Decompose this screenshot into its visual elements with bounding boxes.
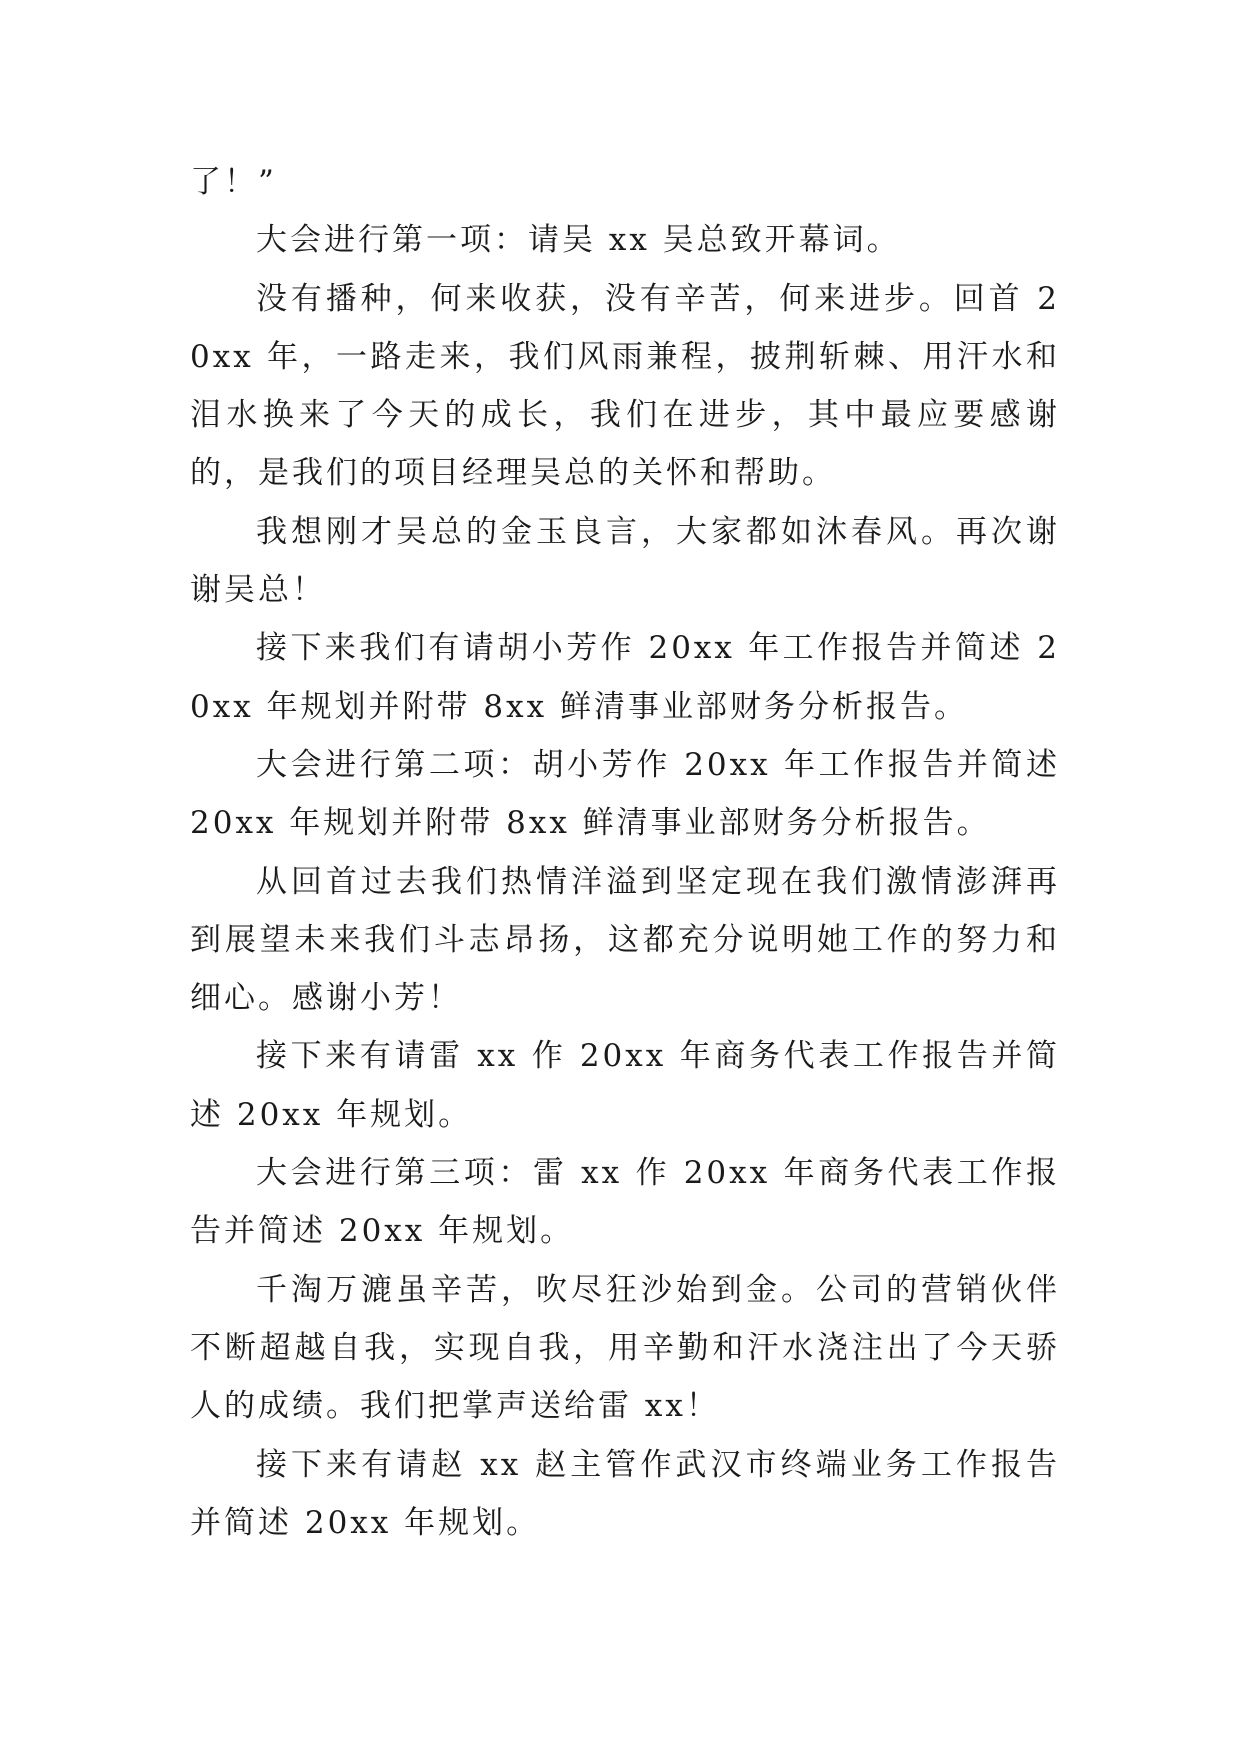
- paragraph-5: 接下来我们有请胡小芳作 20xx 年工作报告并简述 20xx 年规划并附带 8xx 鲜清事业部财务分析报告。: [190, 630, 1060, 725]
- paragraph-11: 接下来有请赵 xx 赵主管作武汉市终端业务工作报告并简述 20xx 年规划。: [190, 1446, 1060, 1541]
- paragraph-4: 我想刚才吴总的金玉良言，大家都如沐春风。再次谢谢吴总！: [190, 513, 1060, 609]
- paragraph-3: 没有播种，何来收获，没有辛苦，何来进步。回首 20xx 年，一路走来，我们风雨兼程，披荆斩棘、用汗水和泪水换来了今天的成长，我们在进步，其中最应要感谢的，是我们的项目经理吴总的关怀和帮助。: [190, 280, 1060, 492]
- paragraph-7: 从回首过去我们热情洋溢到坚定现在我们激情澎湃再到展望未来我们斗志昂扬，这都充分说明她工作的努力和细心。感谢小芳！: [190, 863, 1060, 1017]
- paragraph-2: 大会进行第一项：请吴 xx 吴总致开幕词。: [256, 222, 901, 259]
- paragraph-8: 接下来有请雷 xx 作 20xx 年商务代表工作报告并简述 20xx 年规划。: [190, 1038, 1060, 1133]
- paragraph-6: 大会进行第二项：胡小芳作 20xx 年工作报告并简述 20xx 年规划并附带 8xx 鲜清事业部财务分析报告。: [190, 746, 1060, 842]
- document-body: [190, 153, 1060, 1552]
- paragraph-1: 了！”: [190, 164, 277, 200]
- paragraph-9: 大会进行第三项：雷 xx 作 20xx 年商务代表工作报告并简述 20xx 年规划。: [190, 1155, 1060, 1250]
- paragraph-10: 千淘万漉虽辛苦，吹尽狂沙始到金。公司的营销伙伴不断超越自我，实现自我，用辛勤和汗水浇注出了今天骄人的成绩。我们把掌声送给雷 xx！: [190, 1271, 1060, 1425]
